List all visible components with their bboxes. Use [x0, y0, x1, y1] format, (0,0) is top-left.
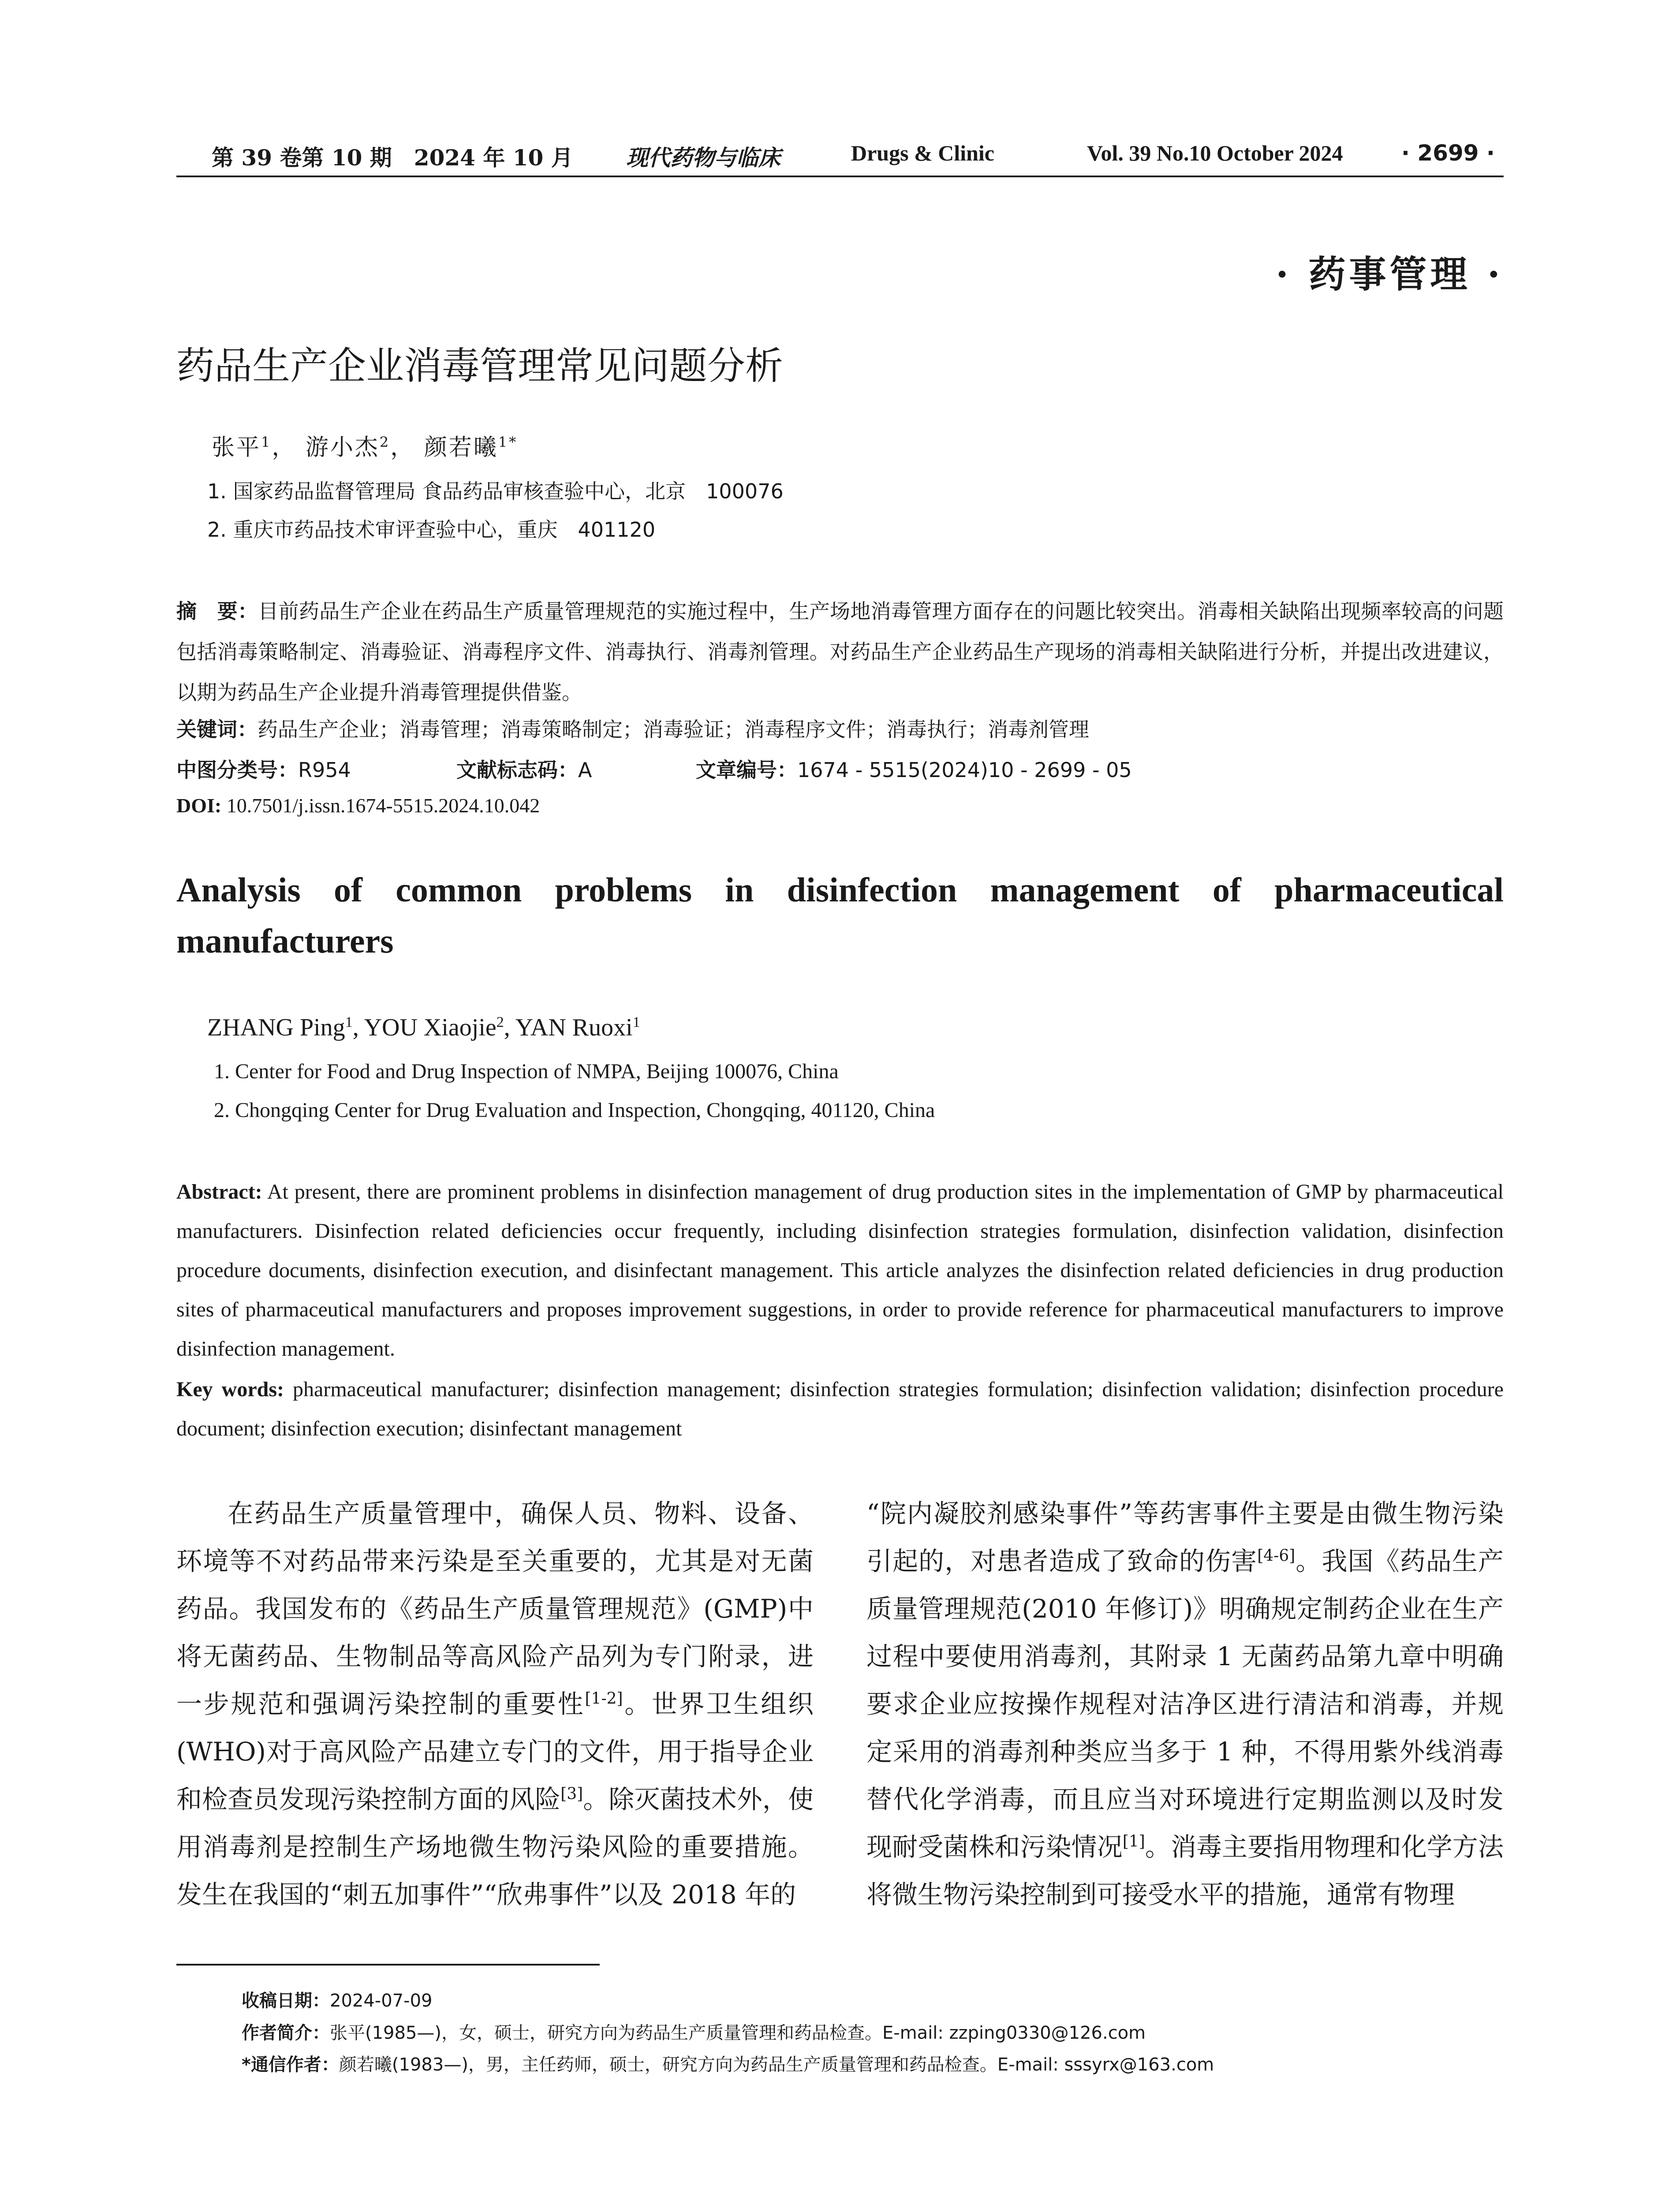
body-right-text: “院内凝胶剂感染事件”等药害事件主要是由微生物污染引起的，对患者造成了致命的伤害 — [866, 1499, 1504, 1576]
body-left-text: 。世界卫生组织(WHO)对于高风险产品建立专门的文件，用于指导企业和检查员发现污染控制方面的风险 — [176, 1689, 814, 1814]
header-journal-en: Drugs & Clinic — [851, 141, 994, 165]
author-en-sup: 1 — [632, 1014, 640, 1031]
corresponding-label: *通信作者： — [242, 2055, 339, 2075]
doi-value: 10.7501/j.issn.1674-5515.2024.10.042 — [226, 794, 540, 817]
abstract-cn — [176, 591, 1504, 713]
author-cn: 游小杰 — [305, 434, 380, 461]
received-value: 2024-07-09 — [330, 1991, 433, 2011]
doi-label: DOI: — [176, 794, 222, 817]
authors-cn: 张平$^1$， 游小杰$^2$， 颜若曦$^{1*}$ — [212, 434, 518, 461]
body-left-text: 在药品生产质量管理中，确保人员、物料、设备、环境等不对药品带来污染是至关重要的，尤其是对无菌药品。我国发布的《药品生产质量管理规范》(GMP)中将无菌药品、生物制品等高风险产品列为专门附录，进一步规范和强调污染控制的重要性 — [176, 1499, 814, 1719]
body-right-text: 。消毒主要指用物理和化学方法将微生物污染控制到可接受水平的措施，通常有物理 — [866, 1832, 1504, 1910]
header-journal-cn: 现代药物与临床 — [626, 145, 780, 171]
footnote-received — [242, 1987, 432, 2012]
author-cn-sup: 2 — [379, 434, 391, 451]
footnote-rule — [176, 1964, 600, 1966]
abstract-cn-label: 摘 要： — [176, 599, 258, 623]
author-cn-sup: 1* — [498, 434, 518, 451]
body-left-text: 。除灭菌技术外，使用消毒剂是控制生产场地微生物污染风险的重要措施。发生在我国的“刺五加事件”“欣弗事件”以及 2018 年的 — [176, 1784, 814, 1910]
affiliation-en-1: 1. Center for Food and Drug Inspection of NMPA, Beijing 100076, China — [214, 1060, 839, 1083]
article-no-value: 1674 - 5515(2024)10 - 2699 - 05 — [797, 758, 1132, 782]
author-en: YOU Xiaojie — [364, 1014, 497, 1041]
author-en: YAN Ruoxi — [515, 1014, 633, 1041]
header-issue-en: Vol. 39 No.10 October 2024 — [1087, 141, 1343, 165]
affiliation-cn-2: 2. 重庆市药品技术审评查验中心，重庆 401120 — [207, 518, 656, 542]
classification-line — [176, 754, 351, 783]
received-label: 收稿日期： — [242, 1991, 330, 2011]
abstract-en-label: Abstract: — [176, 1180, 262, 1203]
body-right-text: 。我国《药品生产质量管理规范(2010 年修订)》明确规定制药企业在生产过程中要使用消毒剂，其附录 1 无菌药品第九章中明确要求企业应按操作规程对洁净区进行清洁和消毒，并规定采用的消毒剂种类应当多于 1 种，不得用紫外线消毒替代化学消毒，而且应当对环境进行定期监测以及时发现耐受菌株和污染情况 — [866, 1546, 1504, 1862]
doc-code-line — [456, 754, 592, 783]
author-en-sup: 1 — [345, 1014, 353, 1031]
clc-label: 中图分类号： — [176, 758, 298, 782]
abstract-en-text: At present, there are prominent problems in disinfection management of drug production sites in the implementation of GMP by pharmaceutical manufacturers. Disinfection related deficiencies occur frequently, including disinfection strategies formulation, disinfection validation, disinfection procedure documents, disinfection execution, and disinfectant management. This article analyzes the disinfection related deficiencies in drug production sites of pharmaceutical manufacturers and proposes improvement suggestions, in order to provide reference for pharmaceutical manufacturers to improve disinfection management. — [176, 1180, 1504, 1360]
abstract-cn-text: 目前药品生产企业在药品生产质量管理规范的实施过程中，生产场地消毒管理方面存在的问题比较突出。消毒相关缺陷出现频率较高的问题包括消毒策略制定、消毒验证、消毒程序文件、消毒执行、消毒剂管理。对药品生产企业药品生产现场的消毒相关缺陷进行分析，并提出改进建议，以期为药品生产企业提升消毒管理提供借鉴。 — [176, 599, 1504, 704]
keywords-cn-text: 药品生产企业；消毒管理；消毒策略制定；消毒验证；消毒程序文件；消毒执行；消毒剂管理 — [258, 718, 1089, 741]
article-no-label: 文章编号： — [696, 758, 797, 782]
affiliation-cn-1: 1. 国家药品监督管理局 食品药品审核查验中心，北京 100076 — [207, 479, 784, 503]
author-bio-label: 作者简介： — [242, 2023, 330, 2043]
body-column-left — [176, 1490, 814, 1918]
column-tag: · 药事管理 · — [1276, 252, 1504, 296]
citation: [3] — [560, 1785, 583, 1803]
citation: [1-2] — [585, 1689, 623, 1708]
keywords-en-label: Key words: — [176, 1378, 284, 1401]
clc-value: R954 — [298, 758, 351, 782]
author-bio-value: 张平(1985—)，女，硕士，研究方向为药品生产质量管理和药品检查。E-mail: zzping0330@126.com — [330, 2023, 1146, 2043]
authors-en: ZHANG Ping$^1$, YOU Xiaojie$^2$, YAN Ruoxi$^1$ — [207, 1014, 640, 1041]
keywords-cn — [176, 714, 1089, 743]
article-no-line — [696, 754, 1132, 783]
header-page-number: · 2699 · — [1401, 140, 1495, 166]
author-en: ZHANG Ping — [207, 1014, 345, 1041]
header-rule — [176, 176, 1504, 177]
author-cn: 颜若曦 — [424, 434, 498, 461]
header-issue-cn: 第 39 卷第 10 期 2024 年 10 月 — [212, 145, 573, 171]
corresponding-value: 颜若曦(1983—)，男，主任药师，硕士，研究方向为药品生产质量管理和药品检查。E-mail: sssyrx@163.com — [339, 2055, 1214, 2075]
running-header — [176, 140, 1504, 176]
title-en: Analysis of common problems in disinfection management of pharmaceutical manufacturers — [176, 871, 1504, 960]
title-cn: 药品生产企业消毒管理常见问题分析 — [176, 344, 783, 388]
footnote-corresponding — [242, 2051, 1214, 2076]
author-cn-sup: 1 — [261, 434, 272, 451]
author-en-sup: 2 — [496, 1014, 504, 1031]
keywords-en-text: pharmaceutical manufacturer; disinfection management; disinfection strategies formulation; disinfection validation; disinfection procedure document; disinfection execution; disinfectant management — [176, 1378, 1504, 1440]
citation: [4-6] — [1257, 1547, 1295, 1565]
abstract-en — [176, 1172, 1504, 1368]
citation: [1] — [1122, 1832, 1145, 1851]
keywords-cn-label: 关键词： — [176, 718, 258, 741]
doc-code-value: A — [578, 758, 592, 782]
doc-code-label: 文献标志码： — [456, 758, 578, 782]
author-cn: 张平 — [212, 434, 261, 461]
body-column-right — [866, 1490, 1504, 1918]
affiliation-en-2: 2. Chongqing Center for Drug Evaluation and Inspection, Chongqing, 401120, China — [214, 1099, 935, 1122]
footnote-author — [242, 2019, 1146, 2044]
doi-line — [176, 794, 540, 817]
keywords-en — [176, 1370, 1504, 1448]
